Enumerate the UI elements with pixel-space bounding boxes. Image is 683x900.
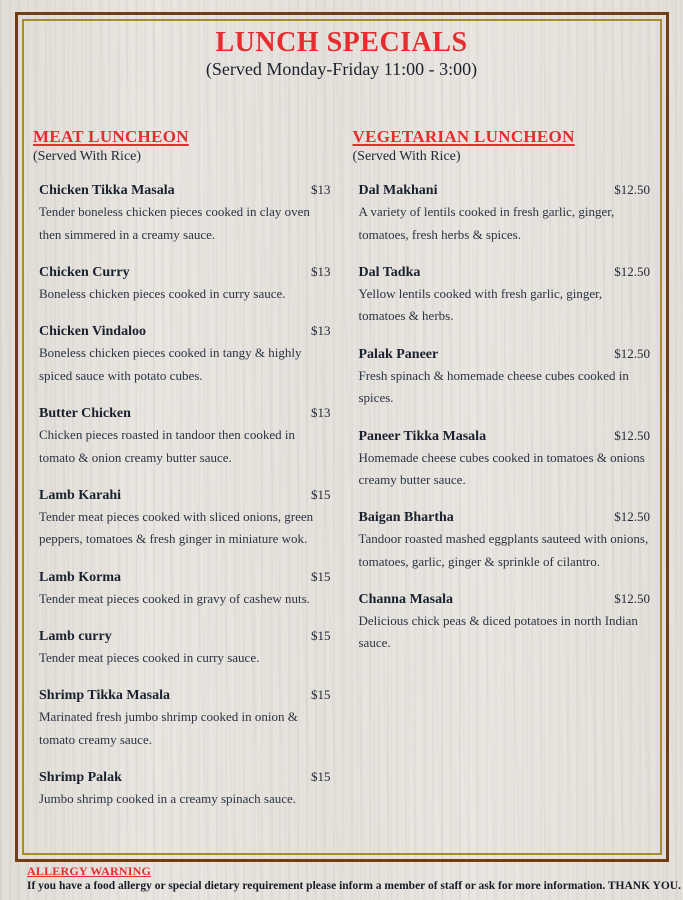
- item-price: $15: [311, 769, 331, 785]
- meat-luncheon-column: [33, 127, 331, 828]
- menu-header: [33, 28, 650, 80]
- item-price: $13: [311, 264, 331, 280]
- item-name: Paneer Tikka Masala: [358, 428, 487, 444]
- item-name: Chicken Curry: [39, 265, 130, 281]
- item-description: Boneless chicken pieces cooked in tangy & highly spiced sauce with potato cubes.: [39, 345, 302, 383]
- menu-item: [353, 428, 651, 492]
- item-description: Homemade cheese cubes cooked in tomatoes & onions creamy butter sauce.: [358, 449, 645, 487]
- menu-item: [33, 405, 331, 469]
- menu-item: [33, 687, 331, 751]
- item-name: Lamb curry: [39, 628, 112, 644]
- item-price: $12.50: [614, 427, 650, 443]
- item-description: Marinated fresh jumbo shrimp cooked in onion & tomato creamy sauce.: [39, 709, 298, 747]
- menu-columns: [33, 127, 650, 828]
- item-name: Shrimp Palak: [39, 770, 122, 786]
- item-price: $12.50: [614, 590, 650, 606]
- item-name: Chicken Vindaloo: [39, 324, 146, 340]
- item-description: Chicken pieces roasted in tandoor then cooked in tomato & onion creamy butter sauce.: [39, 427, 295, 465]
- allergy-warning-text: If you have a food allergy or special dietary requirement please inform a member of staff or ask for more information. THANK YOU.: [27, 880, 681, 892]
- item-description: Delicious chick peas & diced potatoes in north Indian sauce.: [358, 612, 638, 651]
- item-description: Tandoor roasted mashed eggplants sauteed with onions, tomatoes, garlic, ginger & sprinkle of cilantro.: [358, 531, 649, 569]
- menu-item: [33, 264, 331, 305]
- menu-item: [33, 323, 331, 387]
- item-name: Channa Masala: [358, 591, 454, 607]
- menu-item: [33, 769, 331, 810]
- item-price: $13: [311, 405, 331, 421]
- section-heading-meat: MEAT LUNCHEON: [33, 127, 189, 147]
- item-name: Baigan Bhartha: [358, 510, 454, 526]
- menu-item: [33, 569, 331, 610]
- item-price: $15: [311, 627, 331, 643]
- item-description: Tender meat pieces cooked with sliced onions, green peppers, tomatoes & fresh ginger in miniature wok.: [39, 508, 314, 547]
- item-price: $15: [311, 687, 331, 703]
- menu-title: LUNCH SPECIALS: [215, 27, 468, 58]
- vegetarian-luncheon-column: [353, 127, 651, 828]
- menu-item: [33, 628, 331, 669]
- menu-item: [353, 591, 651, 655]
- section-subheading-meat: (Served With Rice): [33, 149, 142, 165]
- item-price: $12.50: [614, 182, 650, 198]
- item-price: $13: [311, 323, 331, 339]
- menu-content: [33, 28, 650, 828]
- allergy-warning-heading: ALLERGY WARNING: [27, 864, 152, 878]
- item-name: Shrimp Tikka Masala: [39, 688, 170, 704]
- item-price: $12.50: [614, 509, 650, 525]
- item-description: Boneless chicken pieces cooked in curry sauce.: [39, 286, 286, 302]
- item-description: A variety of lentils cooked in fresh garlic, ginger, tomatoes, fresh herbs & spices.: [358, 204, 615, 242]
- item-price: $15: [311, 568, 331, 584]
- item-name: Dal Makhani: [358, 183, 438, 199]
- item-description: Tender meat pieces cooked in gravy of cashew nuts.: [39, 590, 310, 606]
- section-subheading-vegetarian: (Served With Rice): [352, 149, 461, 165]
- item-name: Lamb Korma: [39, 569, 122, 585]
- item-description: Yellow lentils cooked with fresh garlic, ginger, tomatoes & herbs.: [358, 286, 603, 324]
- item-price: $12.50: [614, 345, 650, 361]
- menu-item: [353, 509, 651, 573]
- menu-item: [33, 487, 331, 551]
- item-description: Tender boneless chicken pieces cooked in clay oven then simmered in a creamy sauce.: [39, 204, 310, 242]
- item-price: $12.50: [614, 264, 650, 280]
- item-description: Fresh spinach & homemade cheese cubes cooked in spices.: [358, 367, 629, 406]
- menu-item: [33, 182, 331, 246]
- item-name: Dal Tadka: [358, 265, 421, 281]
- item-name: Chicken Tikka Masala: [39, 183, 175, 199]
- item-name: Lamb Karahi: [39, 487, 122, 503]
- menu-subtitle: (Served Monday-Friday 11:00 - 3:00): [205, 59, 478, 80]
- menu-item: [353, 182, 651, 246]
- item-description: Tender meat pieces cooked in curry sauce.: [39, 649, 260, 665]
- menu-item: [353, 346, 651, 410]
- item-name: Palak Paneer: [358, 346, 439, 362]
- menu-item: [353, 264, 651, 328]
- item-price: $13: [311, 182, 331, 198]
- section-heading-vegetarian: VEGETARIAN LUNCHEON: [352, 127, 575, 147]
- item-description: Jumbo shrimp cooked in a creamy spinach sauce.: [39, 791, 297, 807]
- allergy-warning: [27, 864, 681, 892]
- item-price: $15: [311, 486, 331, 502]
- item-name: Butter Chicken: [39, 406, 131, 422]
